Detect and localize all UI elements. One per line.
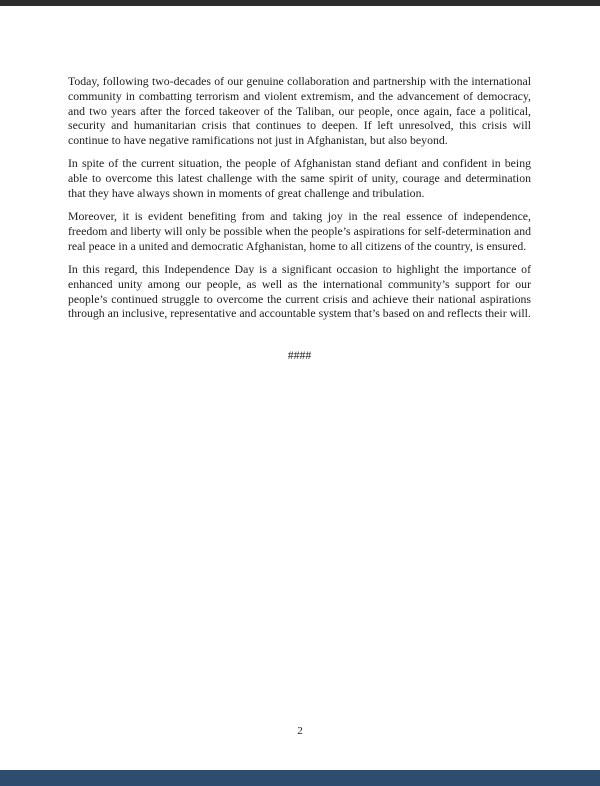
page-number: 2 xyxy=(297,725,303,737)
document-page xyxy=(0,6,600,786)
end-mark: #### xyxy=(287,348,312,363)
paragraph: In this regard, this Independence Day is a significant occasion to highlight the importance of enhanced unity among our people, as well as the international community’s support for our people’s continued struggle to overcome the current crisis and achieve their national aspirations through an inclusive, representative and accountable system that’s based on and reflects their will. xyxy=(68,262,531,321)
paragraph: In spite of the current situation, the people of Afghanistan stand defiant and confident in being able to overcome this latest challenge with the same spirit of unity, courage and determination that they have always shown in moments of great challenge and tribulation. xyxy=(68,156,531,200)
paragraph: Moreover, it is evident benefiting from and taking joy in the real essence of independence, freedom and liberty will only be possible when the people’s aspirations for self-determination and real peace in a united and democratic Afghanistan, home to all citizens of the country, is ensured. xyxy=(68,209,531,253)
paragraph: Today, following two-decades of our genuine collaboration and partnership with the international community in combatting terrorism and violent extremism, and the advancement of democracy, and two years after the forced takeover of the Taliban, our people, once again, face a political, security and humanitarian crisis that continues to deepen. If left unresolved, this crisis will continue to have negative ramifications not just in Afghanistan, but also beyond. xyxy=(68,74,531,147)
document-body xyxy=(68,74,531,363)
footer-band xyxy=(0,770,600,786)
